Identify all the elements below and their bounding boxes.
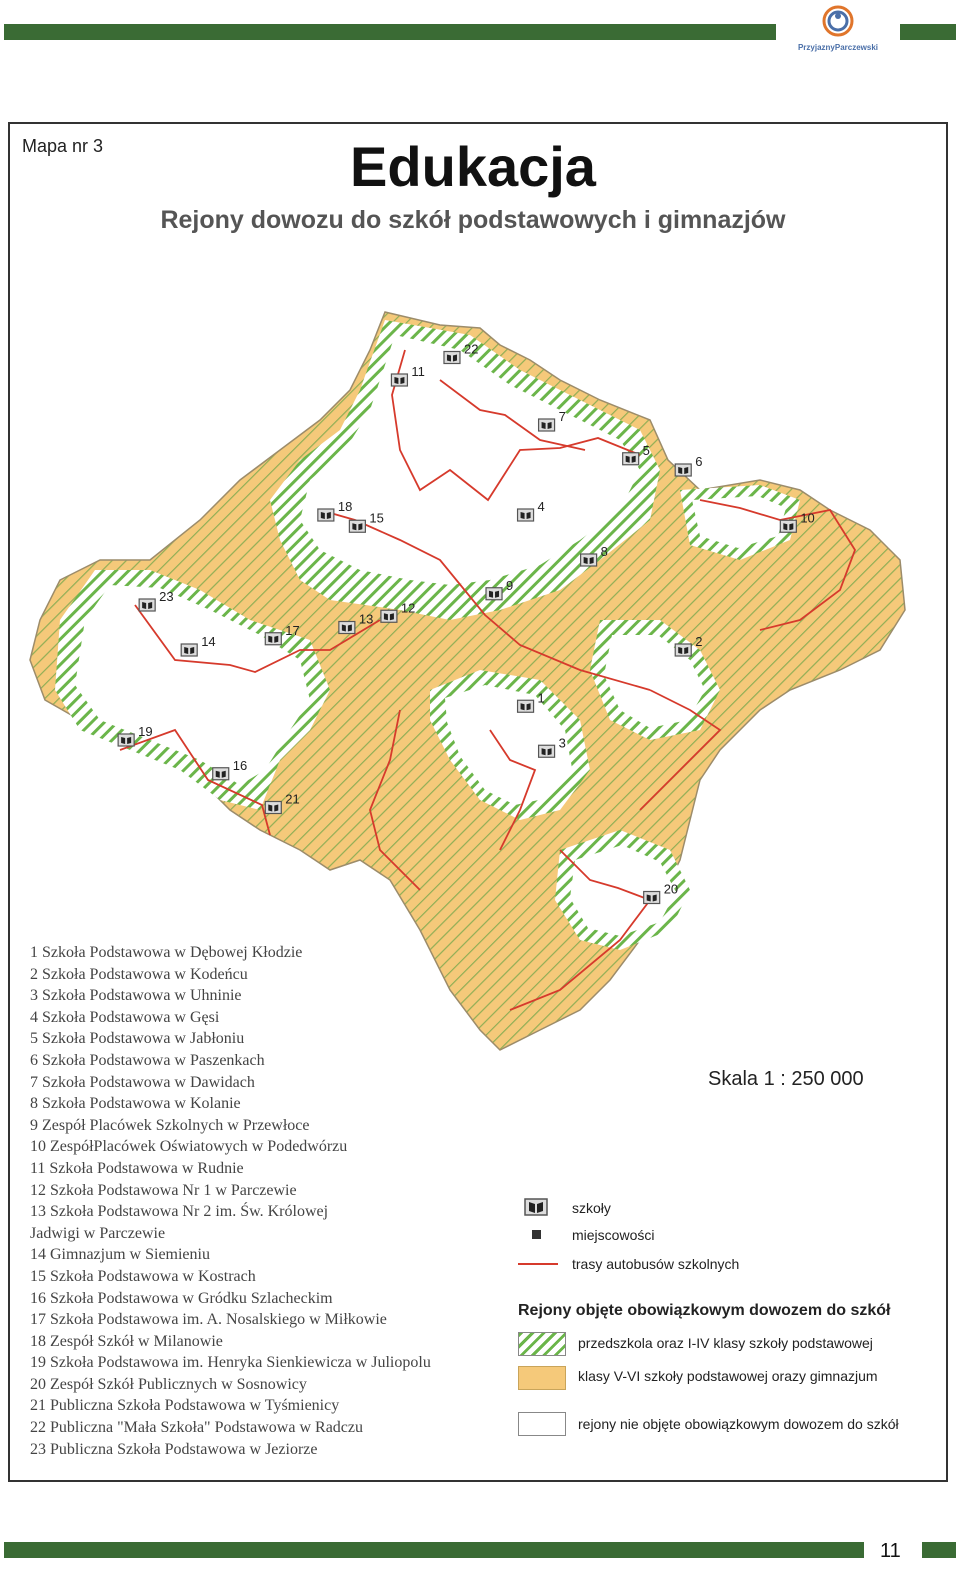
- school-marker-label: 13: [358, 611, 374, 627]
- legend: [512, 1192, 942, 1452]
- header-bar-left: [4, 24, 776, 40]
- school-marker-label: 12: [400, 600, 416, 616]
- school-list-item: 18 Zespół Szkół w Milanowie: [30, 1332, 223, 1350]
- logo: [790, 4, 886, 56]
- school-list-item: 20 Zespół Szkół Publicznych w Sosnowicy: [30, 1375, 307, 1393]
- school-list-item: 1 Szkoła Podstawowa w Dębowej Kłodzie: [30, 944, 303, 961]
- page-title: Edukacja: [350, 135, 596, 198]
- school-marker-label: 9: [506, 577, 514, 593]
- logo-text: PrzyjaznyParczewski: [797, 43, 879, 52]
- swatch-orange: [518, 1366, 566, 1390]
- school-list-item: 12 Szkoła Podstawowa Nr 1 w Parczewie: [30, 1181, 297, 1199]
- swatch-white: [518, 1412, 566, 1436]
- school-marker-label: 20: [663, 881, 679, 897]
- district-area: [30, 312, 905, 1050]
- school-list-item: 14 Gimnazjum w Siemieniu: [30, 1246, 210, 1264]
- school-marker-label: 8: [600, 544, 608, 559]
- school-list-item: 16 Szkoła Podstawowa w Gródku Szlacheckim: [30, 1289, 333, 1307]
- legend-zone-white: rejony nie objęte obowiązkowym dowozem do szkół: [578, 1416, 899, 1432]
- header-bar-right: [900, 24, 956, 40]
- legend-routes: trasy autobusów szkolnych: [572, 1256, 740, 1272]
- school-marker-label: 21: [285, 791, 300, 807]
- school-list-item: 17 Szkoła Podstawowa im. A. Nosalskiego w Miłkowie: [30, 1311, 387, 1329]
- school-list-item: Jadwigi w Parczewie: [30, 1224, 166, 1242]
- school-list-item: 23 Publiczna Szkoła Podstawowa w Jeziorze: [30, 1440, 318, 1458]
- school-list-item: 22 Publiczna "Mała Szkoła" Podstawowa w Radczu: [30, 1419, 363, 1437]
- school-marker-label: 16: [232, 757, 248, 773]
- school-list-item: 19 Szkoła Podstawowa im. Henryka Sienkiewicza w Juliopolu: [30, 1354, 431, 1372]
- legend-localities: miejscowości: [572, 1227, 655, 1243]
- school-marker-label: 2: [695, 634, 703, 649]
- footer-bar-left: [4, 1542, 864, 1558]
- locality-icon: [532, 1230, 541, 1239]
- school-marker-label: 11: [411, 364, 425, 379]
- logo-icon: [818, 4, 858, 38]
- school-marker-label: 15: [369, 510, 384, 526]
- legend-zones-title: Rejony objęte obowiązkowym dowozem do szkół: [518, 1302, 891, 1319]
- map-number: Mapa nr 3: [22, 136, 104, 156]
- school-marker-label: 17: [285, 622, 300, 638]
- school-marker-label: 6: [695, 454, 703, 469]
- school-list-item: 2 Szkoła Podstawowa w Kodeńcu: [30, 965, 248, 983]
- school-list-item: 4 Szkoła Podstawowa w Gęsi: [30, 1008, 220, 1026]
- legend-schools: szkoły: [572, 1200, 611, 1216]
- school-list-item: 21 Publiczna Szkoła Podstawowa w Tyśmienicy: [30, 1397, 340, 1415]
- legend-zone-orange: klasy V-VI szkoły podstawowej orazy gimnazjum: [578, 1368, 878, 1384]
- swatch-green-hatch: [518, 1332, 566, 1356]
- school-list-item: 13 Szkoła Podstawowa Nr 2 im. Św. Królowej: [30, 1203, 329, 1221]
- school-marker-label: 22: [463, 341, 479, 357]
- legend-zone-green: przedszkola oraz I-IV klasy szkoły podstawowej: [578, 1335, 873, 1351]
- school-marker-label: 4: [537, 499, 545, 514]
- school-list-item: 10 ZespółPlacówek Oświatowych w Podedwórzu: [30, 1138, 348, 1156]
- school-marker-label: 14: [201, 634, 216, 649]
- page-number: 11: [880, 1540, 901, 1562]
- school-icon: [524, 1198, 548, 1216]
- school-list-item: 9 Zespół Placówek Szkolnych w Przewłoce: [30, 1116, 310, 1134]
- school-marker-6: [675, 454, 702, 476]
- school-list-item: 15 Szkoła Podstawowa w Kostrach: [30, 1267, 256, 1285]
- school-marker-label: 18: [337, 499, 353, 514]
- school-list-item: 11 Szkoła Podstawowa w Rudnie: [30, 1159, 244, 1177]
- school-list-item: 6 Szkoła Podstawowa w Paszenkach: [30, 1051, 265, 1069]
- school-list: [30, 942, 431, 1460]
- school-list-item: 3 Szkoła Podstawowa w Uhninie: [30, 987, 242, 1005]
- footer-bar-right: [922, 1542, 956, 1558]
- school-marker-label: 19: [138, 724, 153, 739]
- school-marker-label: 5: [642, 442, 650, 458]
- school-marker-label: 1: [537, 690, 545, 706]
- school-list-item: 8 Szkoła Podstawowa w Kolanie: [30, 1095, 241, 1113]
- school-marker-label: 10: [800, 510, 815, 526]
- route-line-icon: [518, 1263, 558, 1265]
- school-list-item: 7 Szkoła Podstawowa w Dawidach: [30, 1073, 255, 1091]
- school-marker-label: 3: [558, 735, 566, 751]
- map-scale: Skala 1 : 250 000: [708, 1068, 864, 1090]
- school-marker-label: 23: [159, 589, 174, 604]
- school-list-item: 5 Szkoła Podstawowa w Jabłoniu: [30, 1030, 245, 1048]
- page-subtitle: Rejony dowozu do szkół podstawowych i gimnazjów: [160, 206, 786, 234]
- school-marker-label: 7: [558, 409, 566, 424]
